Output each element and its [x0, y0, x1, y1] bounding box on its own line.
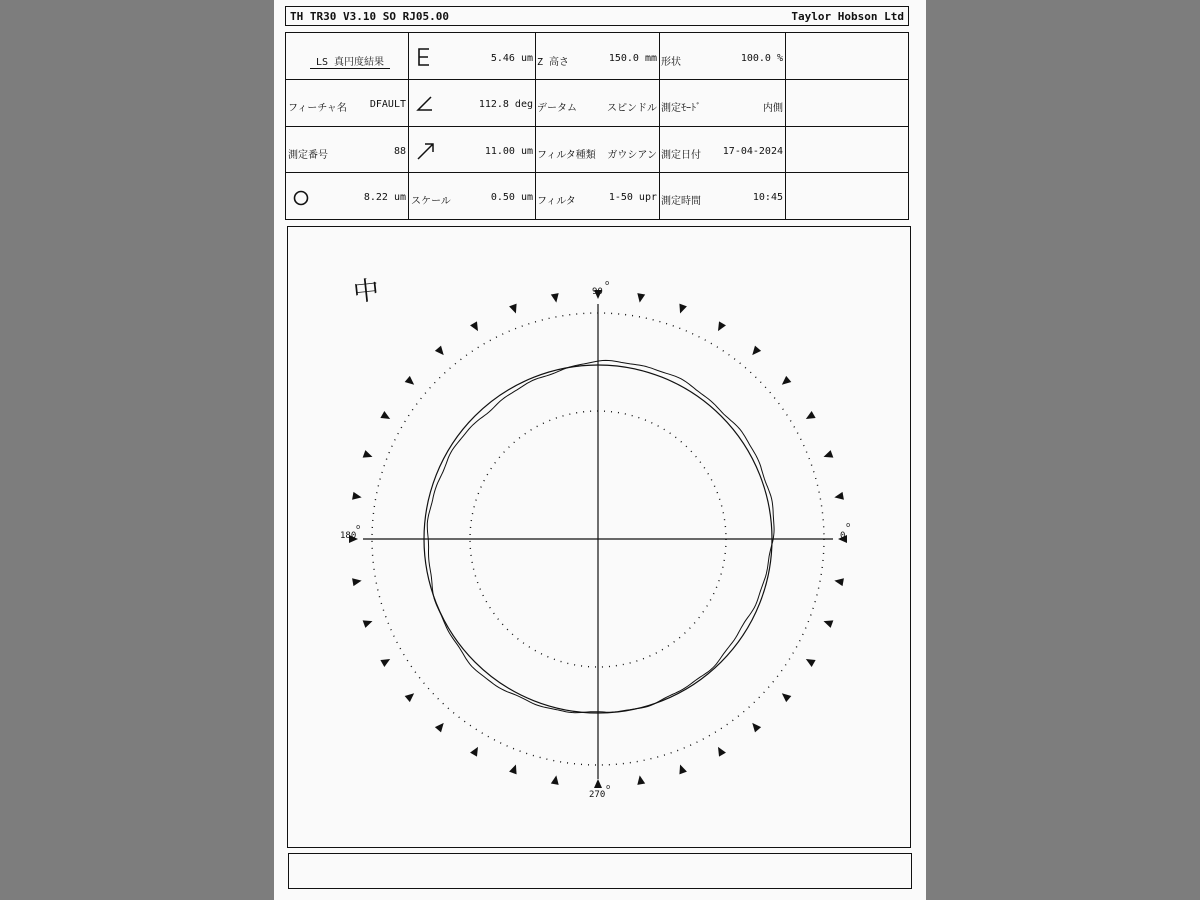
angle-marker: [509, 765, 517, 775]
time-label: 測定時間: [661, 196, 701, 207]
angle-marker: [782, 693, 791, 702]
angle-90-label: 90: [592, 287, 603, 297]
filter-type-label: フィルタ種類: [537, 150, 596, 161]
feature-label: フィーチャ名: [288, 103, 347, 114]
angle-0-label: 0: [840, 531, 846, 541]
angle-marker: [834, 492, 844, 500]
eccentricity-value: 5.46 um: [490, 53, 533, 64]
scale-value: 0.50 um: [490, 192, 533, 203]
filter-type-value: ガウシアン: [607, 150, 657, 161]
angle-marker: [752, 346, 761, 355]
grid-line: [286, 126, 908, 127]
shape-value: 100.0 %: [740, 53, 783, 64]
concentricity-arrow-icon: [416, 141, 436, 161]
footer-box: [288, 853, 912, 889]
meas-no-label: 測定番号: [288, 150, 328, 161]
title-underline: [310, 68, 390, 69]
angle-180-label: 180: [340, 531, 357, 541]
shape-label: 形状: [661, 57, 681, 68]
angle-marker: [551, 775, 559, 785]
eccentricity-icon: [416, 47, 432, 67]
manufacturer: Taylor Hobson Ltd: [791, 10, 904, 23]
time-value: 10:45: [752, 192, 783, 203]
roundness-circle-icon: [292, 189, 310, 207]
grid-line: [286, 172, 908, 173]
datum-label: データム: [537, 103, 577, 114]
scale-label: スケール: [411, 196, 451, 207]
meas-no-value: 88: [393, 146, 406, 157]
angle-marker: [637, 775, 645, 785]
degree-mark: o: [356, 523, 361, 531]
concentricity-value: 11.00 um: [484, 146, 533, 157]
angle-marker: [806, 659, 816, 667]
handwritten-note: 中: [351, 275, 381, 309]
instrument-id: TH TR30 V3.10 SO RJ05.00: [290, 10, 449, 23]
angle-marker: [435, 723, 444, 732]
angle-marker: [380, 659, 390, 667]
mode-label: 測定ﾓｰﾄﾞ: [661, 103, 701, 114]
angle-marker: [470, 321, 478, 331]
filter-value: 1-50 upr: [608, 192, 657, 203]
angle-marker: [824, 620, 834, 628]
report-header: [285, 6, 909, 26]
polar-plot: [287, 226, 911, 848]
angle-marker: [363, 450, 373, 458]
polar-plot-canvas: [288, 227, 909, 846]
angle-270-label: 270: [589, 790, 606, 800]
z-height-value: 150.0 mm: [608, 53, 657, 64]
angle-marker: [380, 411, 390, 419]
angle-icon: [416, 95, 434, 113]
angle-marker: [352, 578, 362, 586]
date-label: 測定日付: [661, 150, 701, 161]
angle-marker: [679, 765, 687, 775]
angle-marker: [824, 450, 834, 458]
angle-marker: [752, 723, 761, 732]
angle-marker: [834, 578, 844, 586]
angle-marker: [806, 411, 816, 419]
grid-line: [286, 79, 908, 80]
mode-value: 内側: [763, 103, 783, 114]
angle-marker: [718, 747, 726, 757]
angle-marker: [718, 321, 726, 331]
angle-marker: [679, 304, 687, 314]
roundness-value: 8.22 um: [363, 192, 406, 203]
angle-marker: [352, 492, 362, 500]
angle-marker: [435, 346, 444, 355]
angle-marker: [551, 293, 559, 303]
angle-marker: [782, 376, 791, 385]
datum-value: スピンドル: [607, 103, 657, 114]
angle-marker: [637, 293, 645, 303]
degree-mark: o: [846, 521, 851, 529]
degree-mark: o: [605, 279, 610, 287]
feature-value: DFAULT: [369, 99, 406, 110]
date-value: 17-04-2024: [722, 146, 783, 157]
angle-marker: [470, 747, 478, 757]
report-sheet: [274, 0, 926, 900]
filter-label: フィルタ: [537, 196, 576, 207]
angle-value: 112.8 deg: [478, 99, 533, 110]
angle-marker: [405, 376, 414, 385]
angle-marker: [363, 620, 373, 628]
measured-profile: [427, 360, 774, 712]
angle-marker: [594, 779, 602, 788]
angle-marker: [509, 304, 517, 314]
results-title: LS 真円度結果: [316, 53, 384, 68]
degree-mark: o: [606, 783, 611, 791]
angle-marker: [405, 693, 414, 702]
z-height-label: Z 高さ: [537, 57, 570, 68]
results-table: [285, 32, 909, 220]
